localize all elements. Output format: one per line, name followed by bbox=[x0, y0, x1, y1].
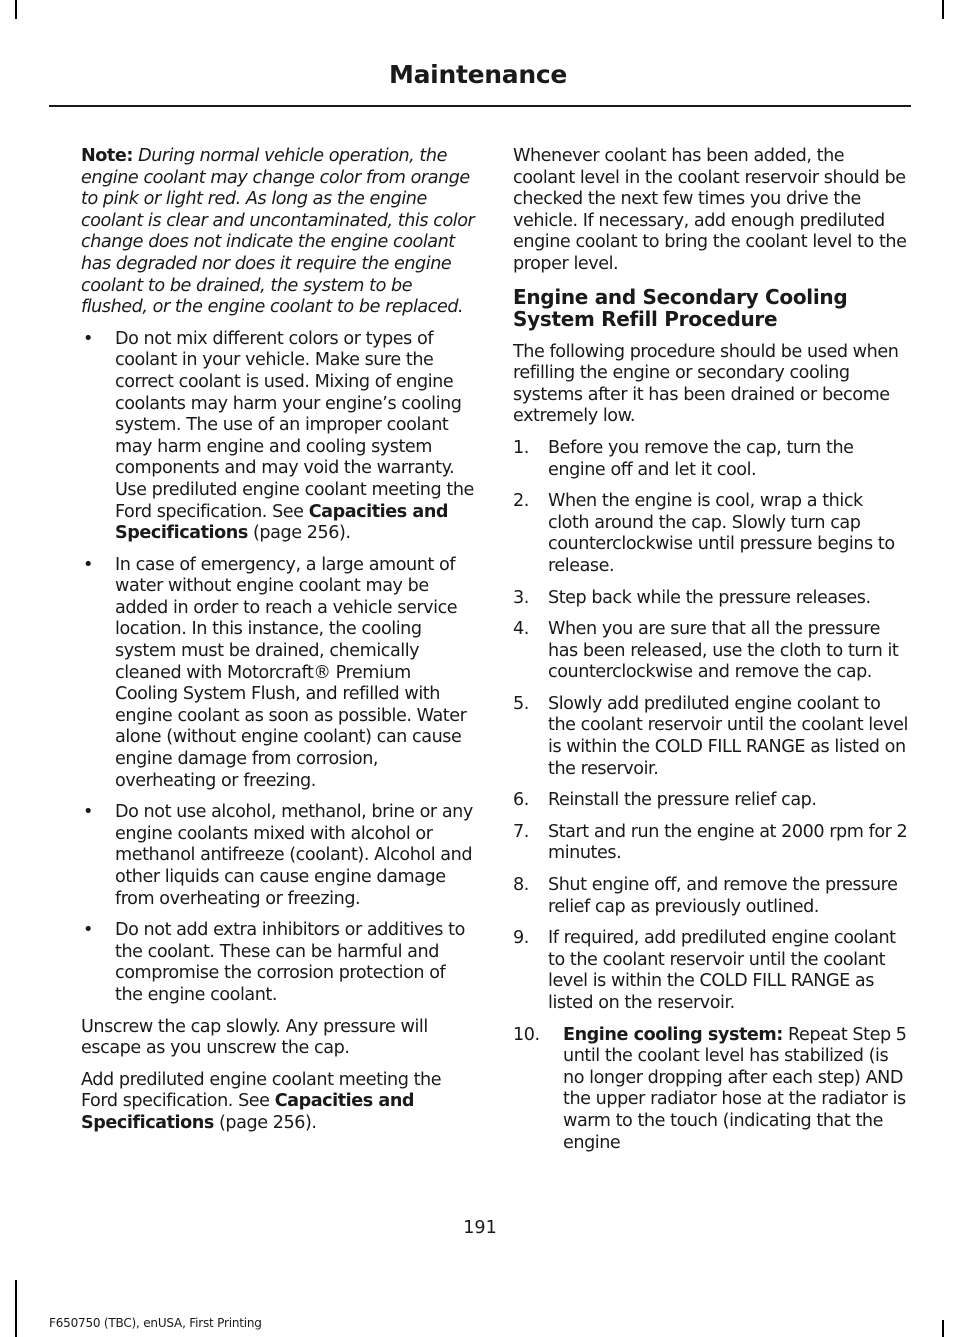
step-item bbox=[513, 875, 908, 918]
bullet-text: Do not add extra inhibitors or additives to the coolant. These can be harmful and compromise the corrosion protection of the engine coolant. bbox=[115, 920, 465, 1005]
body-paragraph: Unscrew the cap slowly. Any pressure will escape as you unscrew the cap. bbox=[81, 1016, 428, 1059]
page-number: 191 bbox=[463, 1218, 497, 1238]
crop-mark-bottom-left bbox=[15, 1280, 17, 1337]
step-item bbox=[513, 694, 908, 780]
bullet-item bbox=[81, 802, 476, 910]
body-paragraph: The following procedure should be used when refilling the engine or secondary cooling systems after it has been drained or become extremely low. bbox=[513, 341, 899, 427]
step-label: Engine cooling system: bbox=[563, 1024, 783, 1045]
body-text: Add prediluted engine coolant meeting the Ford specification. See bbox=[81, 1069, 442, 1112]
body-paragraph bbox=[81, 1070, 476, 1135]
bullet-item bbox=[81, 329, 476, 545]
header-rule bbox=[49, 105, 911, 107]
step-text: When you are sure that all the pressure has been released, use the cloth to turn it counterclockwise and remove the cap. bbox=[548, 619, 899, 683]
bullet-item bbox=[81, 920, 476, 1006]
capacities-link[interactable]: Capacities and Specifications bbox=[81, 1091, 415, 1133]
step-number: 2. bbox=[513, 491, 529, 512]
page-ref: (page 256). bbox=[247, 523, 351, 544]
step-number: 7. bbox=[513, 821, 529, 842]
crop-mark-top-left bbox=[15, 0, 17, 19]
section-title: Maintenance bbox=[389, 60, 567, 89]
bullet-text: Do not use alcohol, methanol, brine or any engine coolants mixed with alcohol or methanol antifreeze (coolant). Alcohol and other liquids can cause engine damage from overheating or freezing. bbox=[115, 802, 473, 909]
subsection-heading: Engine and Secondary Cooling System Refill Procedure bbox=[513, 284, 848, 331]
bullet-item bbox=[81, 555, 476, 793]
note-label: Note: bbox=[81, 146, 133, 166]
step-number: 4. bbox=[513, 619, 529, 640]
step-item bbox=[513, 1025, 908, 1155]
note-paragraph bbox=[81, 146, 476, 319]
left-column bbox=[81, 146, 476, 1145]
step-item bbox=[513, 438, 908, 481]
note-text: During normal vehicle operation, the engine coolant may change color from orange to pink or light red. As long as the engine coolant is clear and uncontaminated, this color change does not indicate the engine coolant has degraded nor does it require the engine coolant to be drained, the system to be flushed, or the engine coolant to be replaced. bbox=[81, 146, 475, 318]
step-text: Reinstall the pressure relief cap. bbox=[548, 790, 817, 811]
step-item bbox=[513, 790, 908, 812]
step-text: Start and run the engine at 2000 rpm for 2 minutes. bbox=[548, 821, 908, 864]
body-paragraph: Whenever coolant has been added, the coolant level in the coolant reservoir should be checked the next few times you drive the vehicle. If necessary, add enough prediluted engine coolant to bring the coolant level to the proper level. bbox=[513, 146, 907, 274]
step-item bbox=[513, 822, 908, 865]
footer-publication-info: F650750 (TBC), enUSA, First Printing bbox=[49, 1316, 262, 1330]
step-item bbox=[513, 491, 908, 577]
step-number: 10. bbox=[513, 1024, 540, 1045]
step-number: 3. bbox=[513, 587, 529, 608]
step-text: Shut engine off, and remove the pressure relief cap as previously outlined. bbox=[548, 875, 898, 917]
step-number: 8. bbox=[513, 875, 529, 896]
step-number: 9. bbox=[513, 928, 529, 949]
step-item bbox=[513, 619, 908, 684]
crop-mark-bottom-right bbox=[942, 1320, 944, 1337]
bullet-text: Do not mix different colors or types of coolant in your vehicle. Make sure the correct coolant is used. Mixing of engine coolants may harm your engine’s cooling system. The use of an improper coolant may harm engine and cooling system components and may void the warranty. Use prediluted engine coolant meeting the Ford specification. See bbox=[115, 328, 474, 522]
step-number: 5. bbox=[513, 693, 529, 714]
step-text: Before you remove the cap, turn the engine off and let it cool. bbox=[548, 437, 854, 480]
step-text: Slowly add prediluted engine coolant to the coolant reservoir until the coolant level is within the COLD FILL RANGE as listed on the reservoir. bbox=[548, 693, 908, 779]
crop-mark-top-right bbox=[942, 0, 944, 19]
step-number: 1. bbox=[513, 437, 529, 458]
bullet-text: In case of emergency, a large amount of water without engine coolant may be added in order to reach a vehicle service location. In this instance, the cooling system must be drained, chemically cleaned with Motorcraft® Premium Cooling System Flush, and refilled with engine coolant as soon as possible. Water alone (without engine coolant) can cause engine damage from corrosion, overheating or freezing. bbox=[115, 554, 467, 791]
step-item bbox=[513, 588, 908, 610]
step-text: If required, add prediluted engine coolant to the coolant reservoir until the coolant level is within the COLD FILL RANGE as listed on the reservoir. bbox=[548, 928, 896, 1013]
warning-bullet-list bbox=[81, 329, 476, 1007]
page-ref: (page 256). bbox=[213, 1112, 317, 1133]
step-number: 6. bbox=[513, 790, 529, 811]
refill-steps-list bbox=[513, 438, 908, 1154]
capacities-link[interactable]: Capacities and Specifications bbox=[115, 501, 449, 544]
right-column bbox=[513, 146, 908, 1164]
step-item bbox=[513, 928, 908, 1014]
step-text: When the engine is cool, wrap a thick cloth around the cap. Slowly turn cap counterclockwise until pressure begins to release. bbox=[548, 491, 895, 576]
step-text: Step back while the pressure releases. bbox=[548, 587, 871, 608]
step-text: Repeat Step 5 until the coolant level has stabilized (is no longer dropping after each step) AND the upper radiator hose at the radiator is warm to the touch (indicating that the engine bbox=[563, 1024, 907, 1153]
